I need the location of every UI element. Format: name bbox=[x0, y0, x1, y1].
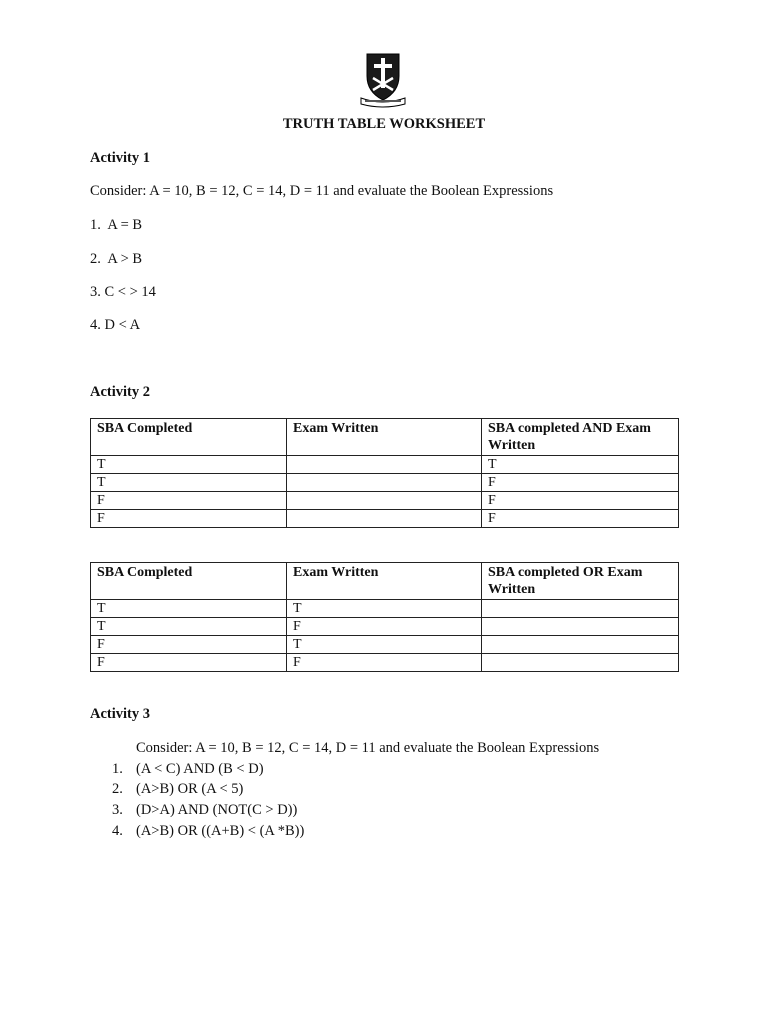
page-title: TRUTH TABLE WORKSHEET bbox=[282, 116, 486, 132]
table-cell: F bbox=[91, 492, 287, 510]
table-row bbox=[91, 456, 679, 474]
list-number: 3. bbox=[112, 802, 123, 818]
table-cell bbox=[287, 474, 482, 492]
table-cell: F bbox=[482, 492, 679, 510]
activity1-heading: Activity 1 bbox=[90, 150, 150, 166]
table-row bbox=[91, 654, 679, 672]
table-cell: T bbox=[91, 618, 287, 636]
table-cell bbox=[482, 618, 679, 636]
column-header: SBA Completed bbox=[91, 419, 287, 456]
list-text: (A>B) OR (A < 5) bbox=[136, 781, 244, 797]
list-item bbox=[112, 761, 264, 778]
list-number: 1. bbox=[112, 761, 123, 777]
table-cell bbox=[482, 600, 679, 618]
list-number: 4. bbox=[112, 823, 123, 839]
table-cell: F bbox=[482, 474, 679, 492]
activity1-item: 1. A = B bbox=[90, 217, 143, 233]
table-cell bbox=[287, 510, 482, 528]
column-header: SBA Completed bbox=[91, 563, 287, 600]
table-header-row bbox=[91, 563, 679, 600]
table-cell: F bbox=[91, 510, 287, 528]
list-item bbox=[112, 802, 297, 819]
column-header: SBA completed OR Exam Written bbox=[482, 563, 679, 600]
activity3-heading: Activity 3 bbox=[90, 706, 150, 722]
table-cell: F bbox=[287, 618, 482, 636]
column-header: SBA completed AND Exam Written bbox=[482, 419, 679, 456]
activity1-item: 2. A > B bbox=[90, 251, 143, 267]
table-cell: T bbox=[482, 456, 679, 474]
table-cell bbox=[287, 492, 482, 510]
list-text: (A>B) OR ((A+B) < (A *B)) bbox=[136, 823, 305, 839]
table-cell bbox=[482, 636, 679, 654]
table-row bbox=[91, 474, 679, 492]
table-row bbox=[91, 510, 679, 528]
table-cell: F bbox=[287, 654, 482, 672]
table-cell: T bbox=[91, 474, 287, 492]
table-row bbox=[91, 618, 679, 636]
list-item bbox=[112, 823, 304, 840]
table-cell: F bbox=[482, 510, 679, 528]
table-cell: F bbox=[91, 636, 287, 654]
table-cell: T bbox=[91, 600, 287, 618]
table-cell: T bbox=[287, 600, 482, 618]
list-text: (A < C) AND (B < D) bbox=[136, 761, 264, 777]
activity3-intro: Consider: A = 10, B = 12, C = 14, D = 11 and evaluate the Boolean Expressions bbox=[136, 740, 600, 756]
column-header: Exam Written bbox=[287, 419, 482, 456]
or-truth-table bbox=[90, 562, 679, 672]
table-cell bbox=[482, 654, 679, 672]
list-text: (D>A) AND (NOT(C > D)) bbox=[136, 802, 298, 818]
column-header: Exam Written bbox=[287, 563, 482, 600]
table-row bbox=[91, 636, 679, 654]
activity2-heading: Activity 2 bbox=[90, 384, 150, 400]
list-item bbox=[112, 781, 243, 798]
table-row bbox=[91, 492, 679, 510]
table-row bbox=[91, 600, 679, 618]
table-cell: T bbox=[287, 636, 482, 654]
activity1-item: 4. D < A bbox=[90, 317, 141, 333]
activity1-intro: Consider: A = 10, B = 12, C = 14, D = 11 and evaluate the Boolean Expressions bbox=[90, 183, 554, 199]
table-cell: T bbox=[91, 456, 287, 474]
table-cell: F bbox=[91, 654, 287, 672]
list-number: 2. bbox=[112, 781, 123, 797]
and-truth-table bbox=[90, 418, 679, 528]
table-header-row bbox=[91, 419, 679, 456]
table-cell bbox=[287, 456, 482, 474]
activity1-item: 3. C < > 14 bbox=[90, 284, 156, 300]
school-crest-icon bbox=[357, 50, 409, 108]
